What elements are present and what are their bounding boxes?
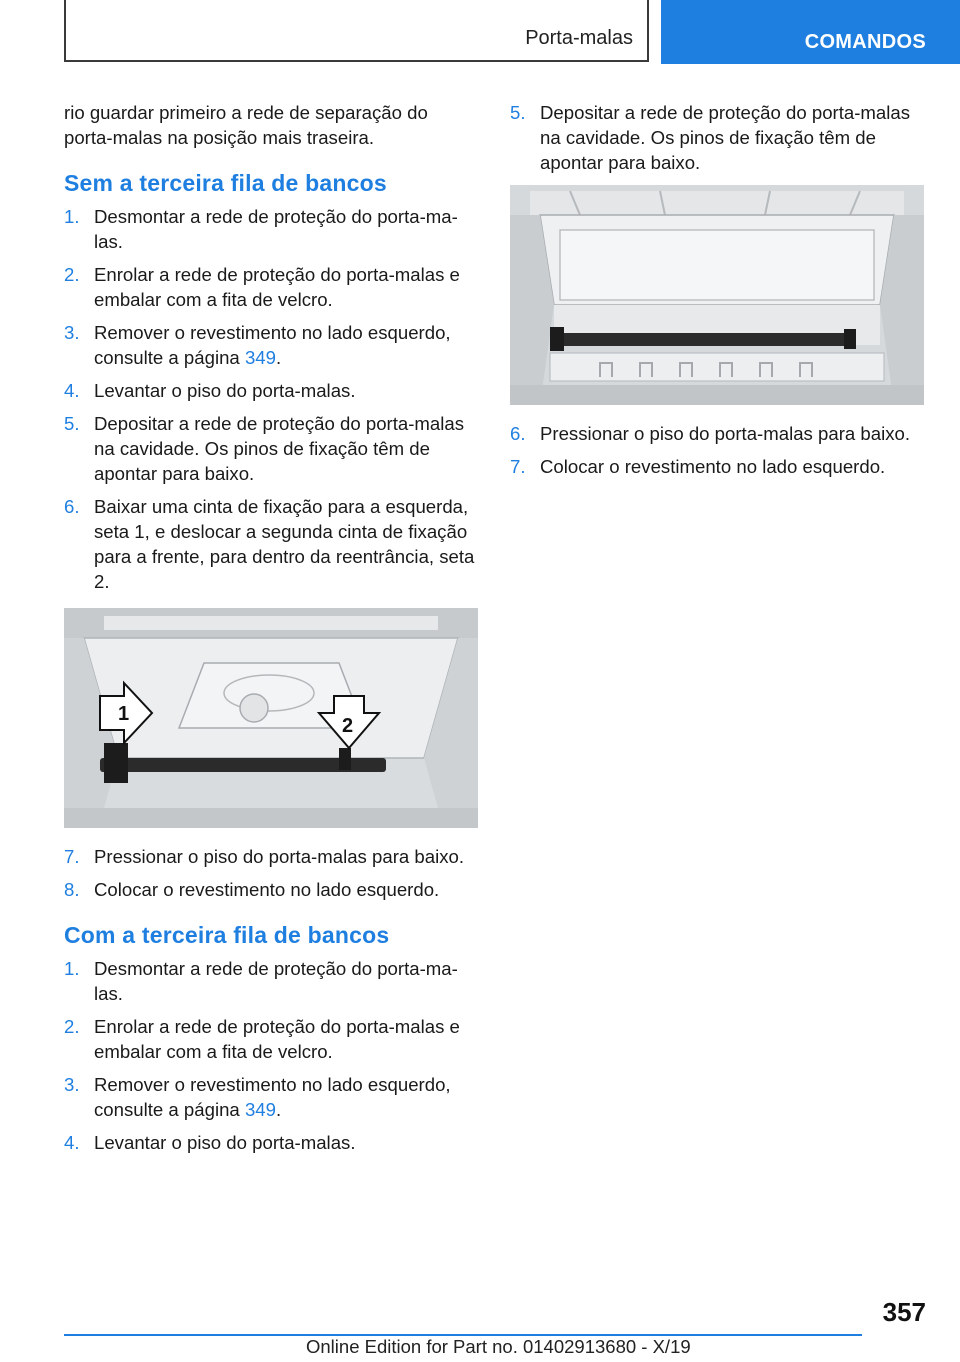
header-chapter-tab[interactable]: [661, 0, 960, 64]
header-section-box: [64, 0, 649, 62]
list-item: [64, 411, 476, 486]
step-number: 6.: [64, 496, 80, 517]
step-number: 5.: [64, 413, 80, 434]
step-text-end: .: [275, 1099, 282, 1120]
step-text: Pressionar o piso do porta-malas para baixo.: [94, 846, 465, 867]
step-number: 8.: [64, 879, 80, 900]
heading-with-third-row: Com a terceira fila de bancos: [64, 922, 390, 948]
step-number: 1.: [64, 206, 80, 227]
step-text: Pressionar o piso do porta-malas para baixo.: [540, 423, 911, 444]
steps-list-right-1: [510, 100, 924, 175]
steps-list-2: [64, 844, 476, 902]
step-text: Enrolar a rede de proteção do porta-malas e embalar com a fita de velcro.: [94, 1016, 460, 1062]
page-reference-link[interactable]: 349: [244, 347, 276, 368]
list-item: [64, 204, 476, 254]
header-section-title: Porta-malas: [525, 27, 633, 49]
step-number: 5.: [510, 102, 526, 123]
right-column: [510, 100, 924, 487]
step-text: Colocar o revestimento no lado esquerdo.: [94, 879, 440, 900]
figure-arrow-label-1: 1: [118, 703, 130, 725]
step-number: 7.: [64, 846, 80, 867]
step-text: Colocar o revestimento no lado esquerdo.: [540, 456, 886, 477]
step-number: 2.: [64, 1016, 80, 1037]
step-number: 7.: [510, 456, 526, 477]
step-number: 3.: [64, 1074, 80, 1095]
edition-note: Online Edition for Part no. 01402913680 - X/19: [306, 1336, 691, 1357]
list-item: [64, 262, 476, 312]
list-item: [64, 378, 476, 403]
step-number: 6.: [510, 423, 526, 444]
header-chapter-title: COMANDOS: [804, 31, 926, 53]
page-number: 357: [882, 1297, 926, 1327]
step-number: 2.: [64, 264, 80, 285]
list-item: [64, 494, 476, 594]
list-item: [510, 454, 924, 479]
step-text: Desmontar a rede de proteção do porta-ma-las.: [94, 958, 458, 1004]
list-item: [510, 421, 924, 446]
heading-without-third-row: Sem a terceira fila de bancos: [64, 170, 387, 196]
step-text: Depositar a rede de proteção do porta-malas na cavidade. Os pinos de fixação têm de apontar para baixo.: [94, 413, 465, 484]
step-number: 1.: [64, 958, 80, 979]
trunk-figure-third-row: [510, 185, 924, 405]
step-text: Enrolar a rede de proteção do porta-malas e embalar com a fita de velcro.: [94, 264, 460, 310]
step-text: Desmontar a rede de proteção do porta-ma-las.: [94, 206, 458, 252]
list-item: [64, 877, 476, 902]
step-number: 3.: [64, 322, 80, 343]
step-number: 4.: [64, 380, 80, 401]
step-text: Levantar o piso do porta-malas.: [94, 380, 356, 401]
step-text-end: .: [275, 347, 282, 368]
list-item: [510, 100, 924, 175]
step-text: Remover o revestimento no lado esquerdo, consulte a página: [94, 322, 451, 368]
step-text: Baixar uma cinta de fixação para a esquerda, seta 1, e deslocar a segunda cinta de fixação para a frente, para dentro da reentrância, seta 2.: [94, 496, 475, 592]
list-item: [64, 956, 476, 1006]
step-text: Remover o revestimento no lado esquerdo, consulte a página: [94, 1074, 451, 1120]
list-item: [64, 1072, 476, 1122]
step-text: Levantar o piso do porta-malas.: [94, 1132, 356, 1153]
trunk-figure-arrows: [64, 608, 478, 828]
figure-arrow-label-2: 2: [342, 715, 354, 737]
list-item: [64, 320, 476, 370]
step-text: Depositar a rede de proteção do porta-malas na cavidade. Os pinos de fixação têm de apontar para baixo.: [540, 102, 911, 173]
list-item: [64, 1014, 476, 1064]
intro-text: rio guardar primeiro a rede de separação do porta-malas na posição mais traseira.: [64, 102, 428, 148]
step-number: 4.: [64, 1132, 80, 1153]
list-item: [64, 844, 476, 869]
list-item: [64, 1130, 476, 1155]
page-reference-link[interactable]: 349: [244, 1099, 276, 1120]
steps-list-3: [64, 956, 476, 1155]
left-column: [64, 100, 476, 1163]
steps-list-right-2: [510, 421, 924, 479]
steps-list-1: [64, 204, 476, 594]
